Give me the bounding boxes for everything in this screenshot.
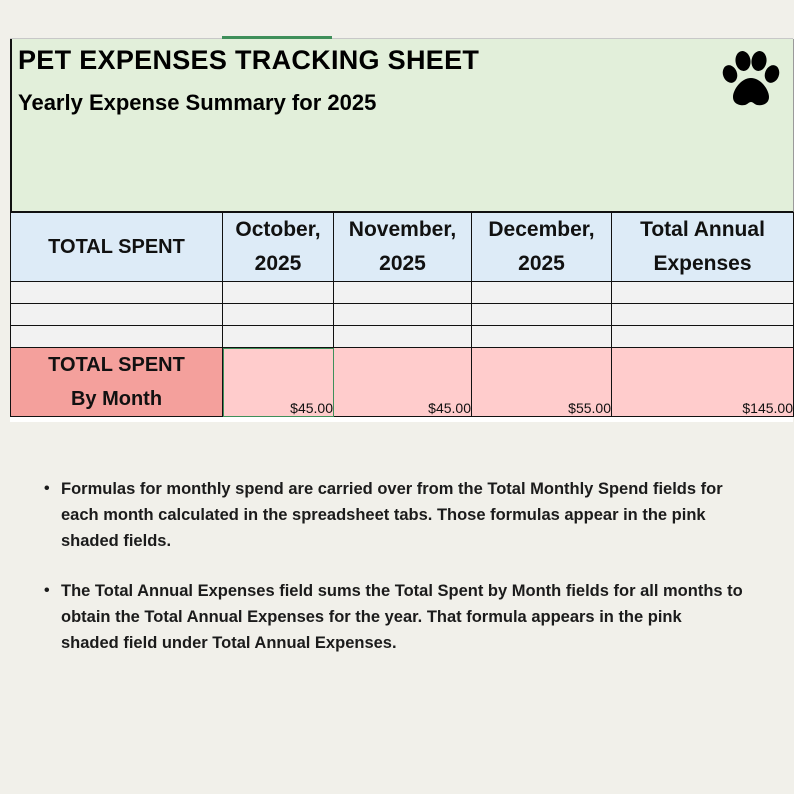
header-line1: October, [235,218,321,241]
cell[interactable] [11,304,223,326]
total-december-cell[interactable]: $55.00 [472,348,612,417]
header-cell-total-annual[interactable] [612,213,794,282]
table-row [11,282,794,304]
header-label: TOTAL SPENT [48,236,185,258]
header-line1: Total Annual [640,218,765,241]
sheet-header[interactable] [10,39,794,213]
note-text: The Total Annual Expenses field sums the Total Spent by Month fields for all months to obtain the Total Annual Expenses for the year. That formula appears in the pink shaded field under Total Annual Expenses. [61,582,743,652]
cell[interactable] [223,282,334,304]
cell[interactable] [223,304,334,326]
table-row [11,326,794,348]
paw-print-icon [721,50,781,108]
note-item [44,476,744,554]
header-line2: 2025 [518,252,565,275]
cell[interactable] [334,304,472,326]
totals-label-line2: By Month [70,388,163,410]
table-row [11,304,794,326]
expense-summary-table [10,212,794,417]
header-line2: Expenses [653,252,752,275]
sheet-title: PET EXPENSES TRACKING SHEET [18,45,480,75]
header-line2: 2025 [379,252,426,275]
header-line1: December, [488,218,595,241]
header-line1: November, [348,218,457,241]
cell[interactable] [472,282,612,304]
bullet-icon: • [44,480,50,497]
header-line2: 2025 [254,252,302,275]
cell[interactable] [223,326,334,348]
cell[interactable] [612,326,794,348]
header-cell-total-spent[interactable] [11,213,223,282]
totals-row [11,348,794,417]
note-item [44,578,744,656]
header-cell-december[interactable] [472,213,612,282]
cell[interactable] [472,326,612,348]
total-annual-cell[interactable]: $145.00 [612,348,794,417]
note-text: Formulas for monthly spend are carried over from the Total Monthly Spend fields for each month calculated in the spreadsheet tabs. Those formulas appear in the pink shaded fields. [61,480,723,550]
notes-list [44,476,744,680]
totals-label-line1: TOTAL SPENT [48,354,185,376]
cell[interactable] [612,304,794,326]
total-november-cell[interactable]: $45.00 [334,348,472,417]
total-october-cell[interactable]: $45.00 [223,348,334,417]
cell[interactable] [11,282,223,304]
bullet-icon: • [44,582,50,599]
cell[interactable] [612,282,794,304]
spreadsheet-area [10,38,793,422]
header-cell-october[interactable] [223,213,334,282]
cell[interactable] [472,304,612,326]
header-cell-november[interactable] [334,213,472,282]
totals-label-cell[interactable] [11,348,223,417]
cell[interactable] [11,326,223,348]
sheet-subtitle: Yearly Expense Summary for 2025 [18,90,377,115]
header-row [11,213,794,282]
cell[interactable] [334,326,472,348]
cell[interactable] [334,282,472,304]
